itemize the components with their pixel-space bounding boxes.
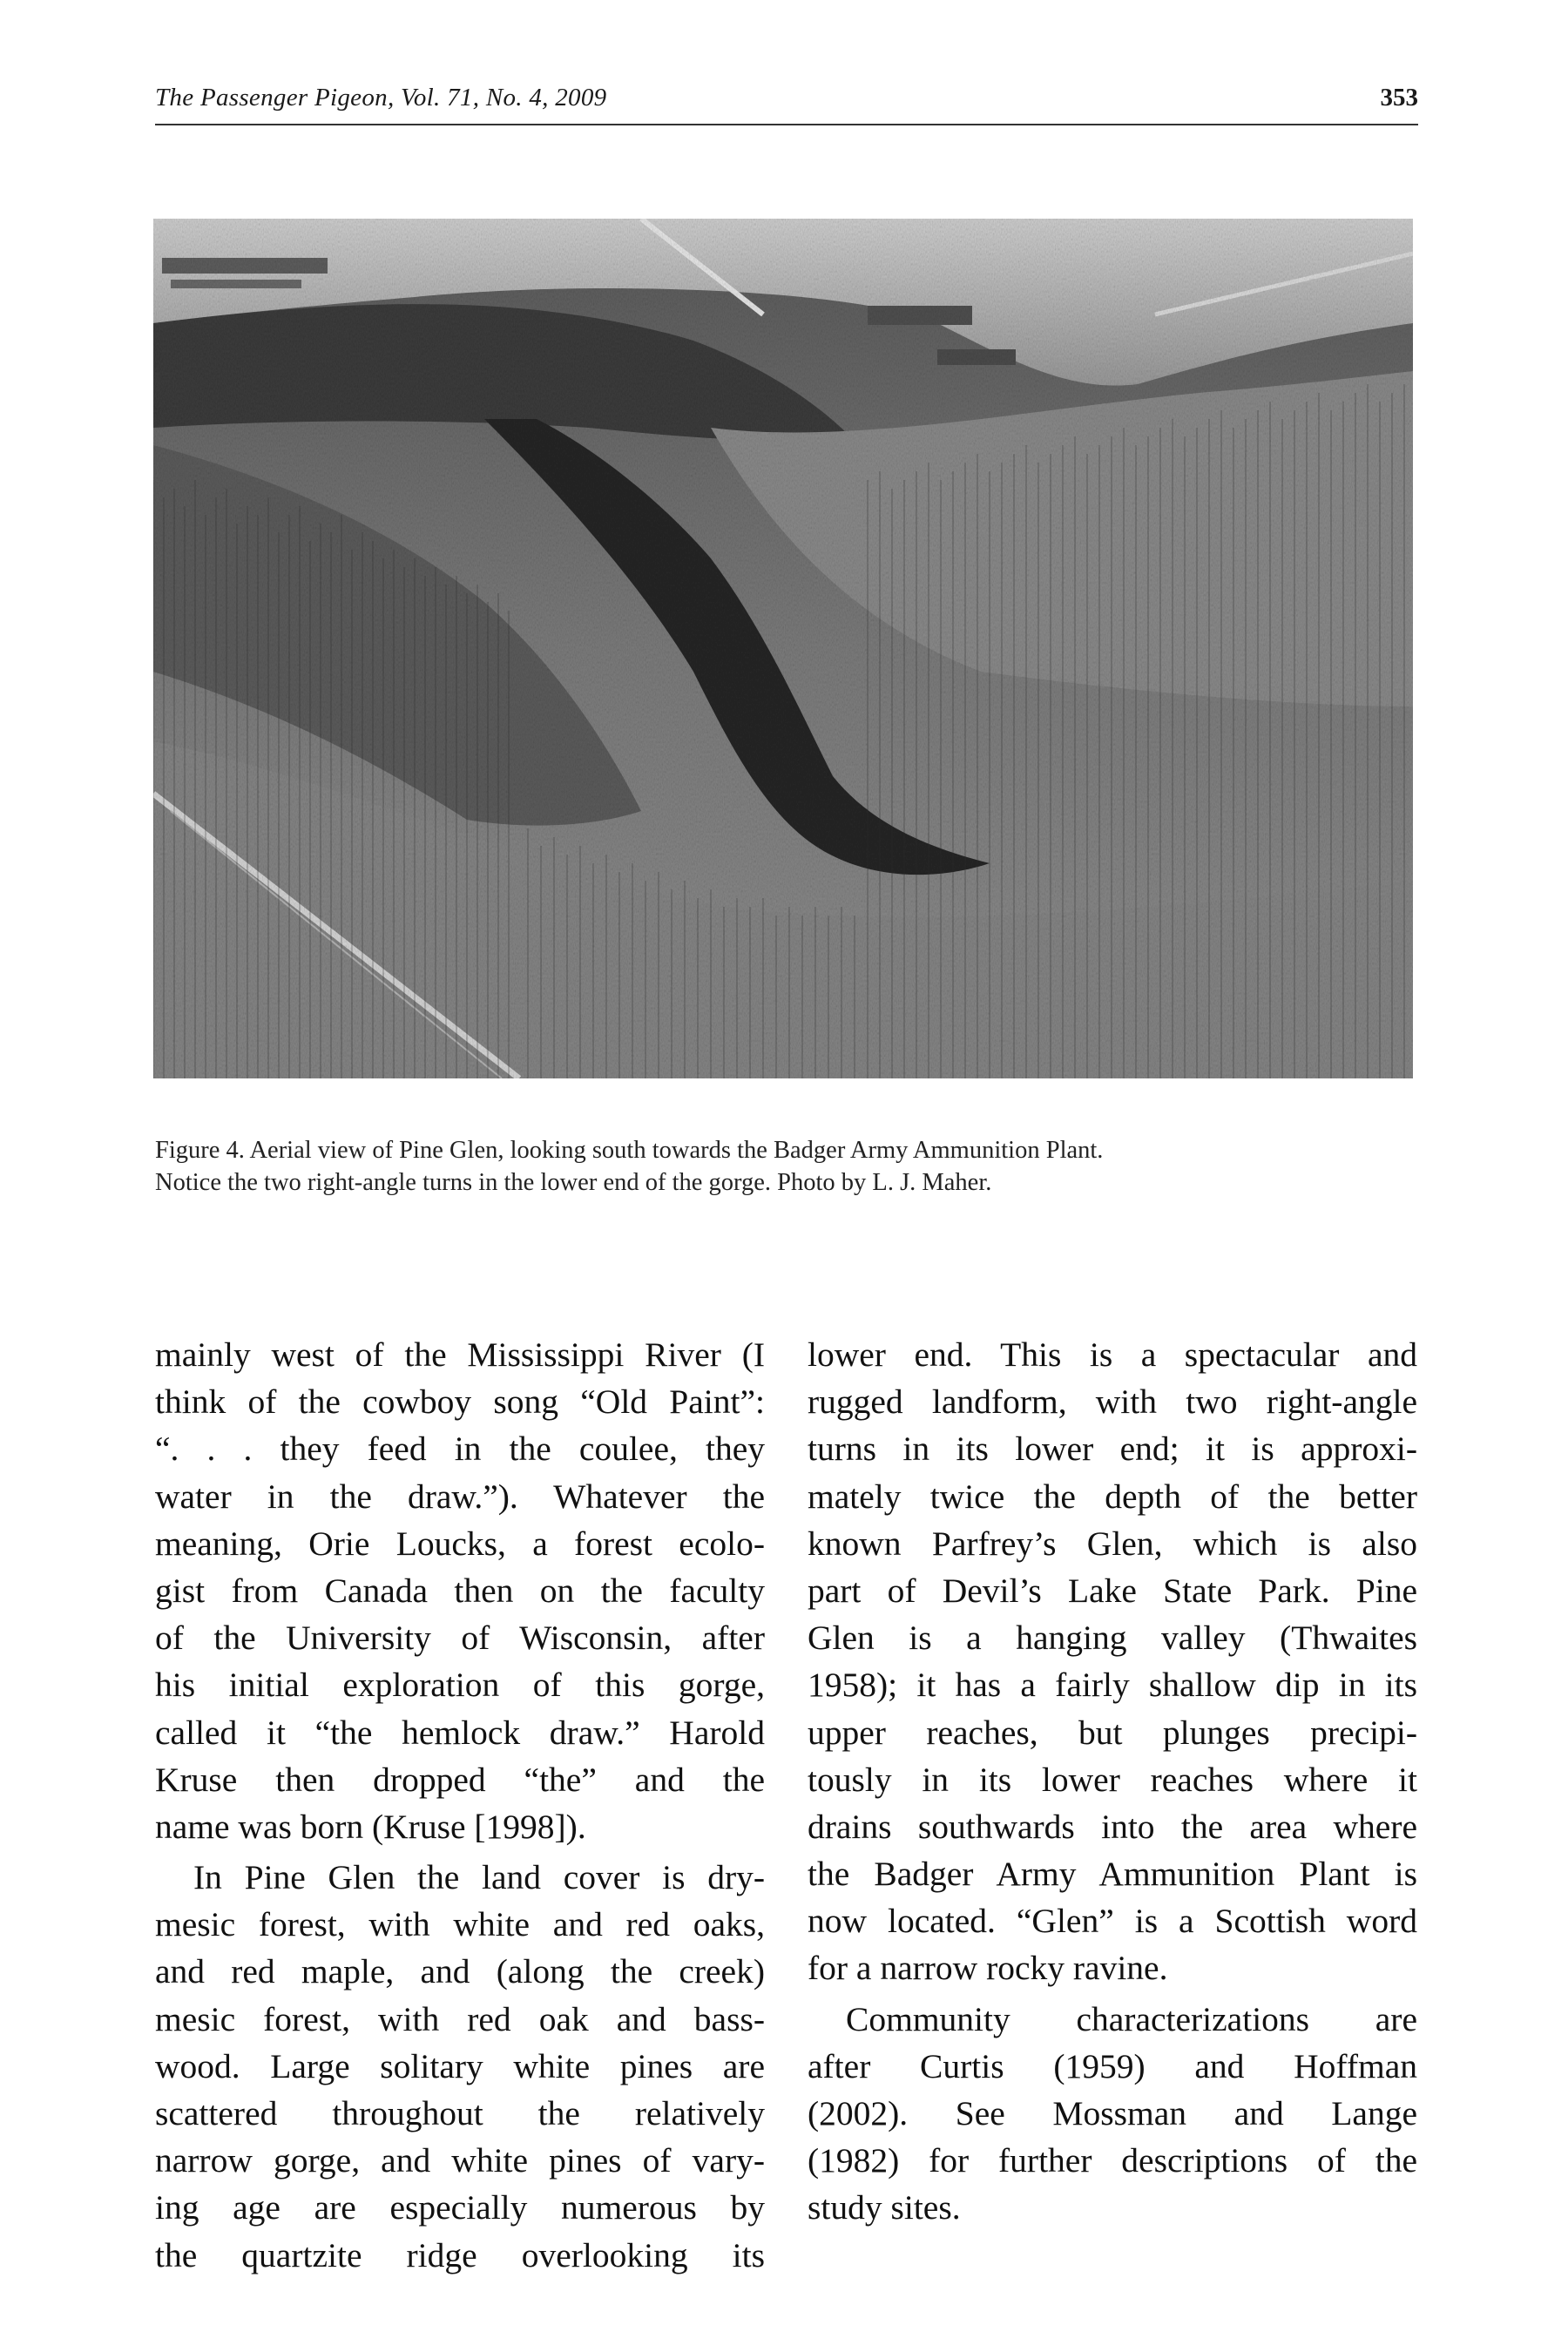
text-line: In Pine Glen the land cover is dry- xyxy=(193,1858,765,1897)
text-line: think of the cowboy song “Old Paint”: xyxy=(155,1382,765,1422)
figure-caption xyxy=(155,1134,1418,1199)
text-line: mately twice the depth of the better xyxy=(808,1477,1417,1516)
text-line: name was born (Kruse [1998]). xyxy=(155,1807,586,1846)
body-column-left xyxy=(155,1331,765,2279)
journal-title: The Passenger Pigeon, Vol. 71, No. 4, 2009 xyxy=(155,84,607,112)
text-line: wood. Large solitary white pines are xyxy=(155,2046,765,2085)
text-line: tously in its lower reaches where it xyxy=(808,1760,1417,1799)
running-head xyxy=(155,84,1418,125)
text-line: water in the draw.”). Whatever the xyxy=(155,1477,765,1516)
text-line: (2002). See Mossman and Lange xyxy=(808,2094,1417,2132)
text-line: rugged landform, with two right-angle xyxy=(808,1382,1417,1422)
text-line: lower end. This is a spectacular and xyxy=(808,1335,1417,1374)
text-line: Glen is a hanging valley (Thwaites xyxy=(808,1619,1417,1658)
text-line: his initial exploration of this gorge, xyxy=(155,1666,765,1705)
text-line: narrow gorge, and white pines of vary- xyxy=(155,2141,765,2180)
text-line: called it “the hemlock draw.” Harold xyxy=(155,1713,765,1752)
text-line: gist from Canada then on the faculty xyxy=(155,1571,765,1610)
text-line: mainly west of the Mississippi River (I xyxy=(155,1335,765,1374)
text-line: after Curtis (1959) and Hoffman xyxy=(808,2046,1417,2085)
text-line: upper reaches, but plunges precipi- xyxy=(808,1713,1417,1752)
text-line: and red maple, and (along the creek) xyxy=(155,1952,765,1991)
text-line: for a narrow rocky ravine. xyxy=(808,1949,1168,1988)
text-line: (1982) for further descriptions of the xyxy=(808,2141,1417,2180)
text-line: of the University of Wisconsin, after xyxy=(155,1619,765,1658)
text-line: turns in its lower end; it is approxi- xyxy=(808,1429,1417,1469)
text-line: Kruse then dropped “the” and the xyxy=(155,1760,765,1799)
text-line: now located. “Glen” is a Scottish word xyxy=(808,1902,1417,1941)
text-line: the quartzite ridge overlooking its xyxy=(155,2235,765,2274)
caption-line: Notice the two right-angle turns in the lower end of the gorge. Photo by L. J. Maher. xyxy=(155,1169,992,1196)
text-line: mesic forest, with red oak and bass- xyxy=(155,1999,765,2038)
text-line: part of Devil’s Lake State Park. Pine xyxy=(808,1571,1417,1610)
text-line: 1958); it has a fairly shallow dip in its xyxy=(808,1666,1417,1705)
text-line: meaning, Orie Loucks, a forest ecolo- xyxy=(155,1524,765,1563)
body-column-right xyxy=(808,1331,1417,2232)
text-line: Community characterizations are xyxy=(846,1999,1417,2038)
text-line: ing age are especially numerous by xyxy=(155,2188,765,2227)
page-number: 353 xyxy=(1380,84,1418,112)
text-line: the Badger Army Ammunition Plant is xyxy=(808,1855,1417,1894)
text-line: known Parfrey’s Glen, which is also xyxy=(808,1524,1417,1563)
aerial-photo xyxy=(153,219,1413,1078)
text-line: “. . . they feed in the coulee, they xyxy=(155,1429,765,1469)
text-line: scattered throughout the relatively xyxy=(155,2094,765,2132)
text-line: drains southwards into the area where xyxy=(808,1807,1417,1846)
caption-line: Figure 4. Aerial view of Pine Glen, looking south towards the Badger Army Ammunition Plant. xyxy=(155,1137,1104,1164)
text-line: study sites. xyxy=(808,2188,961,2227)
text-line: mesic forest, with white and red oaks, xyxy=(155,1905,765,1944)
